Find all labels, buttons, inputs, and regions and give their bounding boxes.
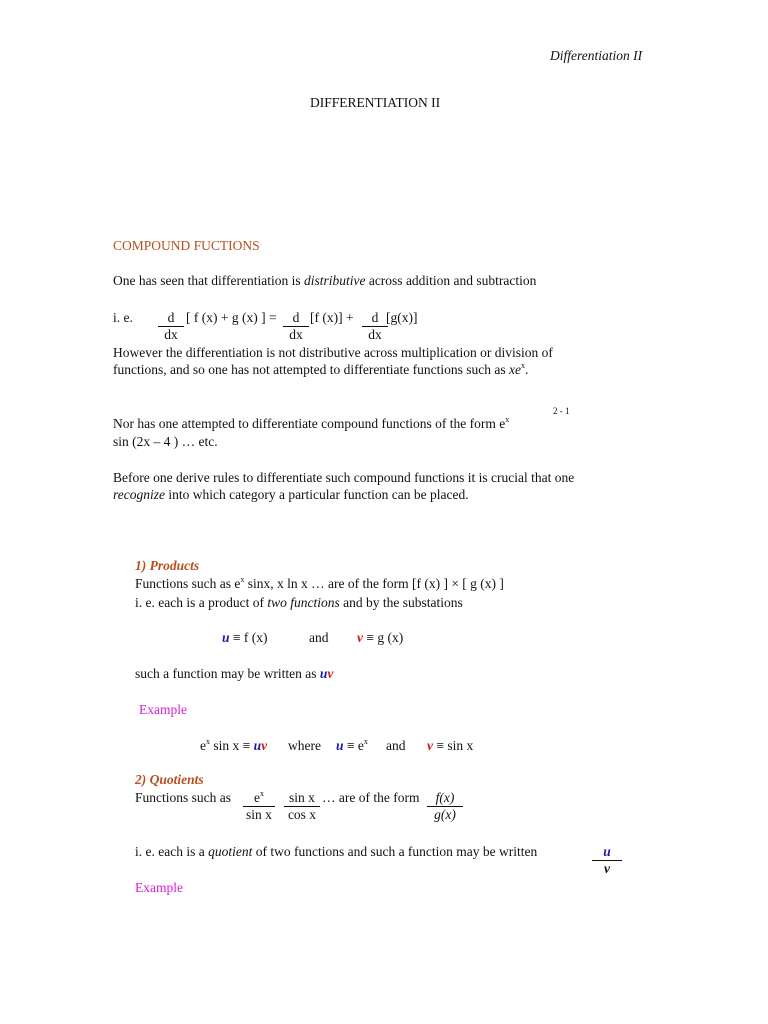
products-example	[200, 738, 267, 754]
u-symbol: u	[222, 630, 230, 645]
equation-term-f: [f (x)] +	[310, 310, 354, 325]
products-line-2	[135, 595, 463, 611]
fraction-numerator: u	[592, 844, 622, 861]
fraction-numerator: sin x	[284, 790, 320, 807]
u-definition	[222, 630, 268, 646]
intro-emphasis: distributive	[303, 273, 366, 288]
derivative-operator-2	[283, 310, 309, 343]
products-l3-text: such a function may be written as	[135, 666, 320, 681]
d-numerator: d	[283, 310, 309, 327]
quotients-heading: 2) Quotients	[135, 772, 204, 787]
ex-u-def: ≡ e	[343, 738, 364, 753]
quotients-line-2	[135, 844, 537, 860]
products-l2-end: and by the substations	[339, 595, 463, 610]
fraction-sinx-over-cosx	[284, 790, 320, 823]
p2-xe: xe	[509, 362, 522, 377]
v-symbol: v	[327, 666, 334, 681]
q-l2-end: of two functions and such a function may be written	[252, 844, 538, 859]
fraction-numerator	[243, 790, 275, 807]
d-numerator: d	[158, 310, 184, 327]
q-l2-emphasis: quotient	[208, 844, 253, 859]
p2-text: functions, and so one has not attempted to differentiate functions such as	[113, 362, 510, 377]
where-label: where	[288, 738, 321, 753]
paragraph-3-line-2: sin (2x – 4 ) … etc.	[113, 434, 218, 449]
u-def-text: ≡ f (x)	[229, 630, 268, 645]
fraction-f-over-g	[427, 790, 463, 823]
v-symbol: v	[427, 738, 433, 753]
products-l2-text: i. e. each is a product of	[135, 595, 268, 610]
fraction-denominator: v	[604, 861, 610, 876]
p3-sup: x	[505, 415, 510, 424]
paragraph-2-line-1: However the differentiation is not distributive across multiplication or division of	[113, 345, 553, 360]
example-and-label: and	[386, 738, 406, 753]
u-symbol: u	[336, 738, 344, 753]
p2-period: .	[525, 362, 529, 377]
quotients-line-1-label: Functions such as	[135, 790, 231, 805]
v-symbol: v	[357, 630, 363, 645]
products-heading: 1) Products	[135, 558, 200, 573]
fraction-denominator: g(x)	[434, 807, 456, 822]
dx-denominator: dx	[368, 327, 382, 342]
running-header: Differentiation II	[550, 48, 643, 63]
example-label-2: Example	[135, 880, 183, 895]
derivative-operator-1	[158, 310, 184, 343]
ex-sin: sin x ≡	[210, 738, 254, 753]
q-l2-text: i. e. each is a	[135, 844, 209, 859]
fraction-numerator: f(x)	[427, 790, 463, 807]
paragraph-4-line-1: Before one derive rules to differentiate such compound functions it is crucial that one	[113, 470, 575, 485]
fraction-denominator: cos x	[287, 807, 317, 822]
products-l2-emphasis: two functions	[267, 595, 340, 610]
dx-denominator: dx	[164, 327, 178, 342]
example-u-definition	[336, 738, 368, 754]
products-text-end: sinx, x ln x … are of the form [f (x) ] × [ g (x) ]	[244, 576, 504, 591]
ie-label: i. e.	[113, 310, 133, 325]
p4-emphasis: recognize	[113, 487, 165, 502]
v-def-text: ≡ g (x)	[363, 630, 404, 645]
and-label: and	[309, 630, 329, 645]
paragraph-4-line-2	[113, 487, 469, 503]
exponent-annotation: 2 - 1	[553, 406, 570, 416]
intro-text: One has seen that differentiation is	[113, 273, 304, 288]
f1-sup: x	[260, 789, 264, 798]
ex-u-sup: x	[363, 737, 368, 746]
example-v-definition	[427, 738, 473, 754]
derivative-operator-3	[362, 310, 388, 343]
u-symbol: u	[319, 666, 328, 681]
d-numerator: d	[362, 310, 388, 327]
page-title: DIFFERENTIATION II	[310, 95, 441, 110]
p3-text: Nor has one attempted to differentiate compound functions of the form e	[113, 416, 506, 431]
paragraph-2-line-2	[113, 362, 528, 378]
dx-denominator: dx	[289, 327, 303, 342]
p4-text: into which category a particular function can be placed.	[164, 487, 469, 502]
ex-v-def: ≡ sin x	[433, 738, 474, 753]
fraction-denominator: sin x	[246, 807, 272, 822]
p2-sup: x	[521, 361, 526, 370]
example-label-1: Example	[139, 702, 187, 717]
equation-lhs: [ f (x) + g (x) ] =	[186, 310, 277, 325]
intro-paragraph	[113, 273, 536, 289]
paragraph-3-line-1	[113, 416, 509, 432]
v-definition	[357, 630, 403, 646]
products-text: Functions such as e	[135, 576, 241, 591]
equation-term-g: [g(x)]	[386, 310, 418, 325]
u-symbol: u	[253, 738, 262, 753]
ex-sup: x	[206, 737, 210, 746]
section-heading: COMPOUND FUCTIONS	[113, 238, 260, 253]
ex-e: e	[200, 738, 206, 753]
fraction-ex-over-sinx	[243, 790, 275, 823]
quotients-form-label: … are of the form	[322, 790, 420, 805]
products-line-3	[135, 666, 333, 682]
f1-num: e	[254, 790, 260, 805]
products-line-1	[135, 576, 504, 592]
intro-text-end: across addition and subtraction	[365, 273, 537, 288]
products-sup: x	[240, 575, 245, 584]
fraction-u-over-v	[592, 844, 622, 877]
v-symbol: v	[261, 738, 268, 753]
